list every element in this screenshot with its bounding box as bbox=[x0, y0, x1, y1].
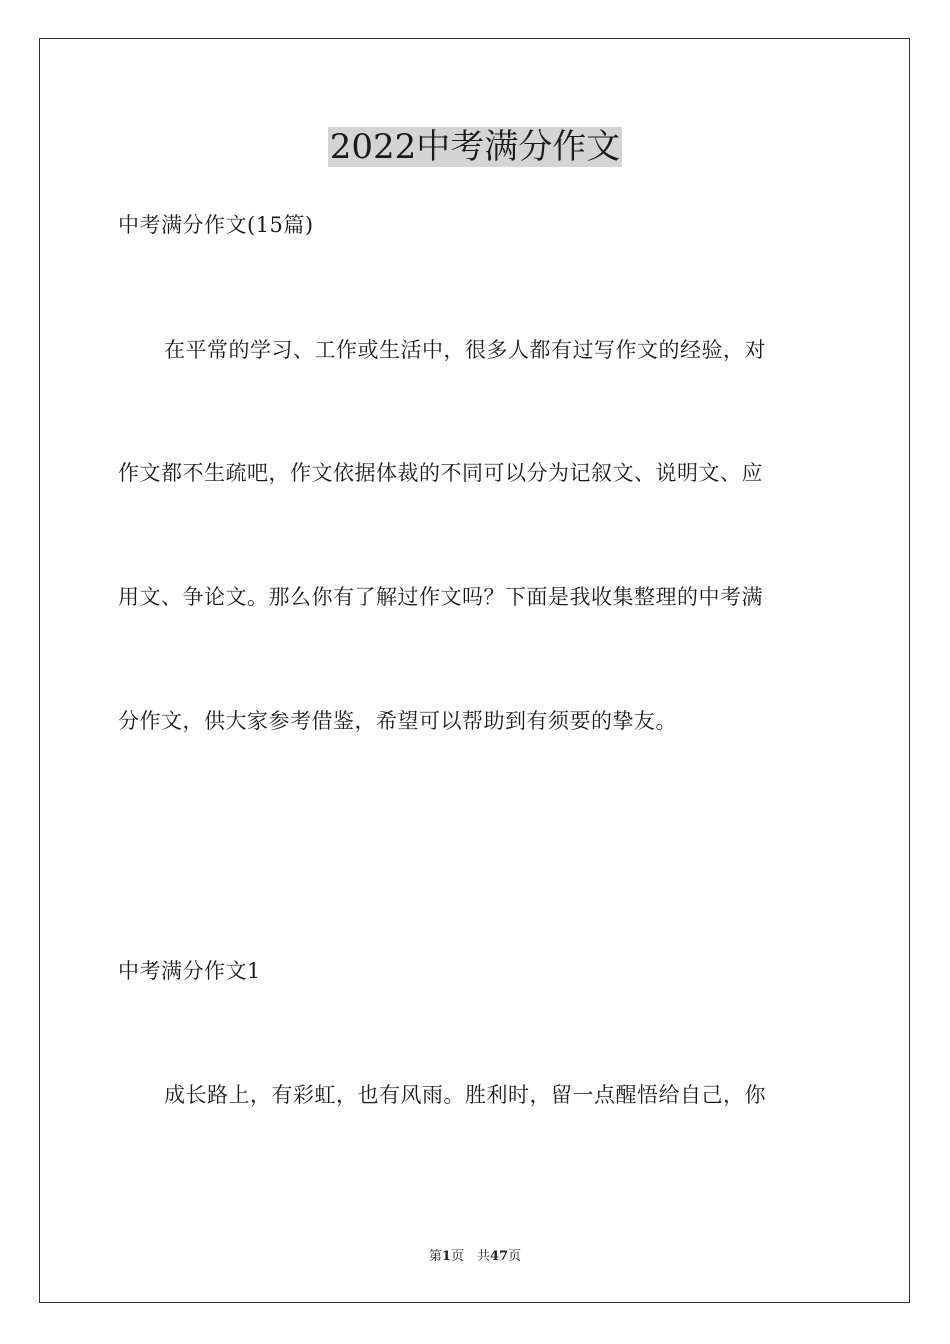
intro-line-3: 用文、争论文。那么你有了解过作文吗？下面是我收集整理的中考满 bbox=[118, 585, 763, 609]
section-heading: 中考满分作文1 bbox=[118, 959, 261, 983]
intro-line-4: 分作文，供大家参考借鉴，希望可以帮助到有须要的挚友。 bbox=[118, 709, 677, 733]
document-subtitle: 中考满分作文(15篇) bbox=[118, 213, 314, 237]
page-footer bbox=[0, 1248, 950, 1266]
footer-page-suffix: 页 bbox=[508, 1249, 522, 1264]
intro-line-1: 在平常的学习、工作或生活中，很多人都有过写作文的经验，对 bbox=[164, 338, 766, 362]
section-line-1: 成长路上，有彩虹，也有风雨。胜利时，留一点醒悟给自己，你 bbox=[164, 1083, 766, 1107]
document-title bbox=[0, 123, 950, 171]
document-title-text: 2022中考满分作文 bbox=[329, 127, 621, 167]
footer-page-prefix: 第 bbox=[428, 1249, 442, 1264]
intro-line-2: 作文都不生疏吧，作文依据体裁的不同可以分为记叙文、说明文、应 bbox=[118, 461, 763, 485]
footer-page-mid: 页 共 bbox=[450, 1249, 490, 1264]
footer-page-current: 1 bbox=[441, 1249, 451, 1264]
footer-page-total: 47 bbox=[489, 1249, 509, 1264]
